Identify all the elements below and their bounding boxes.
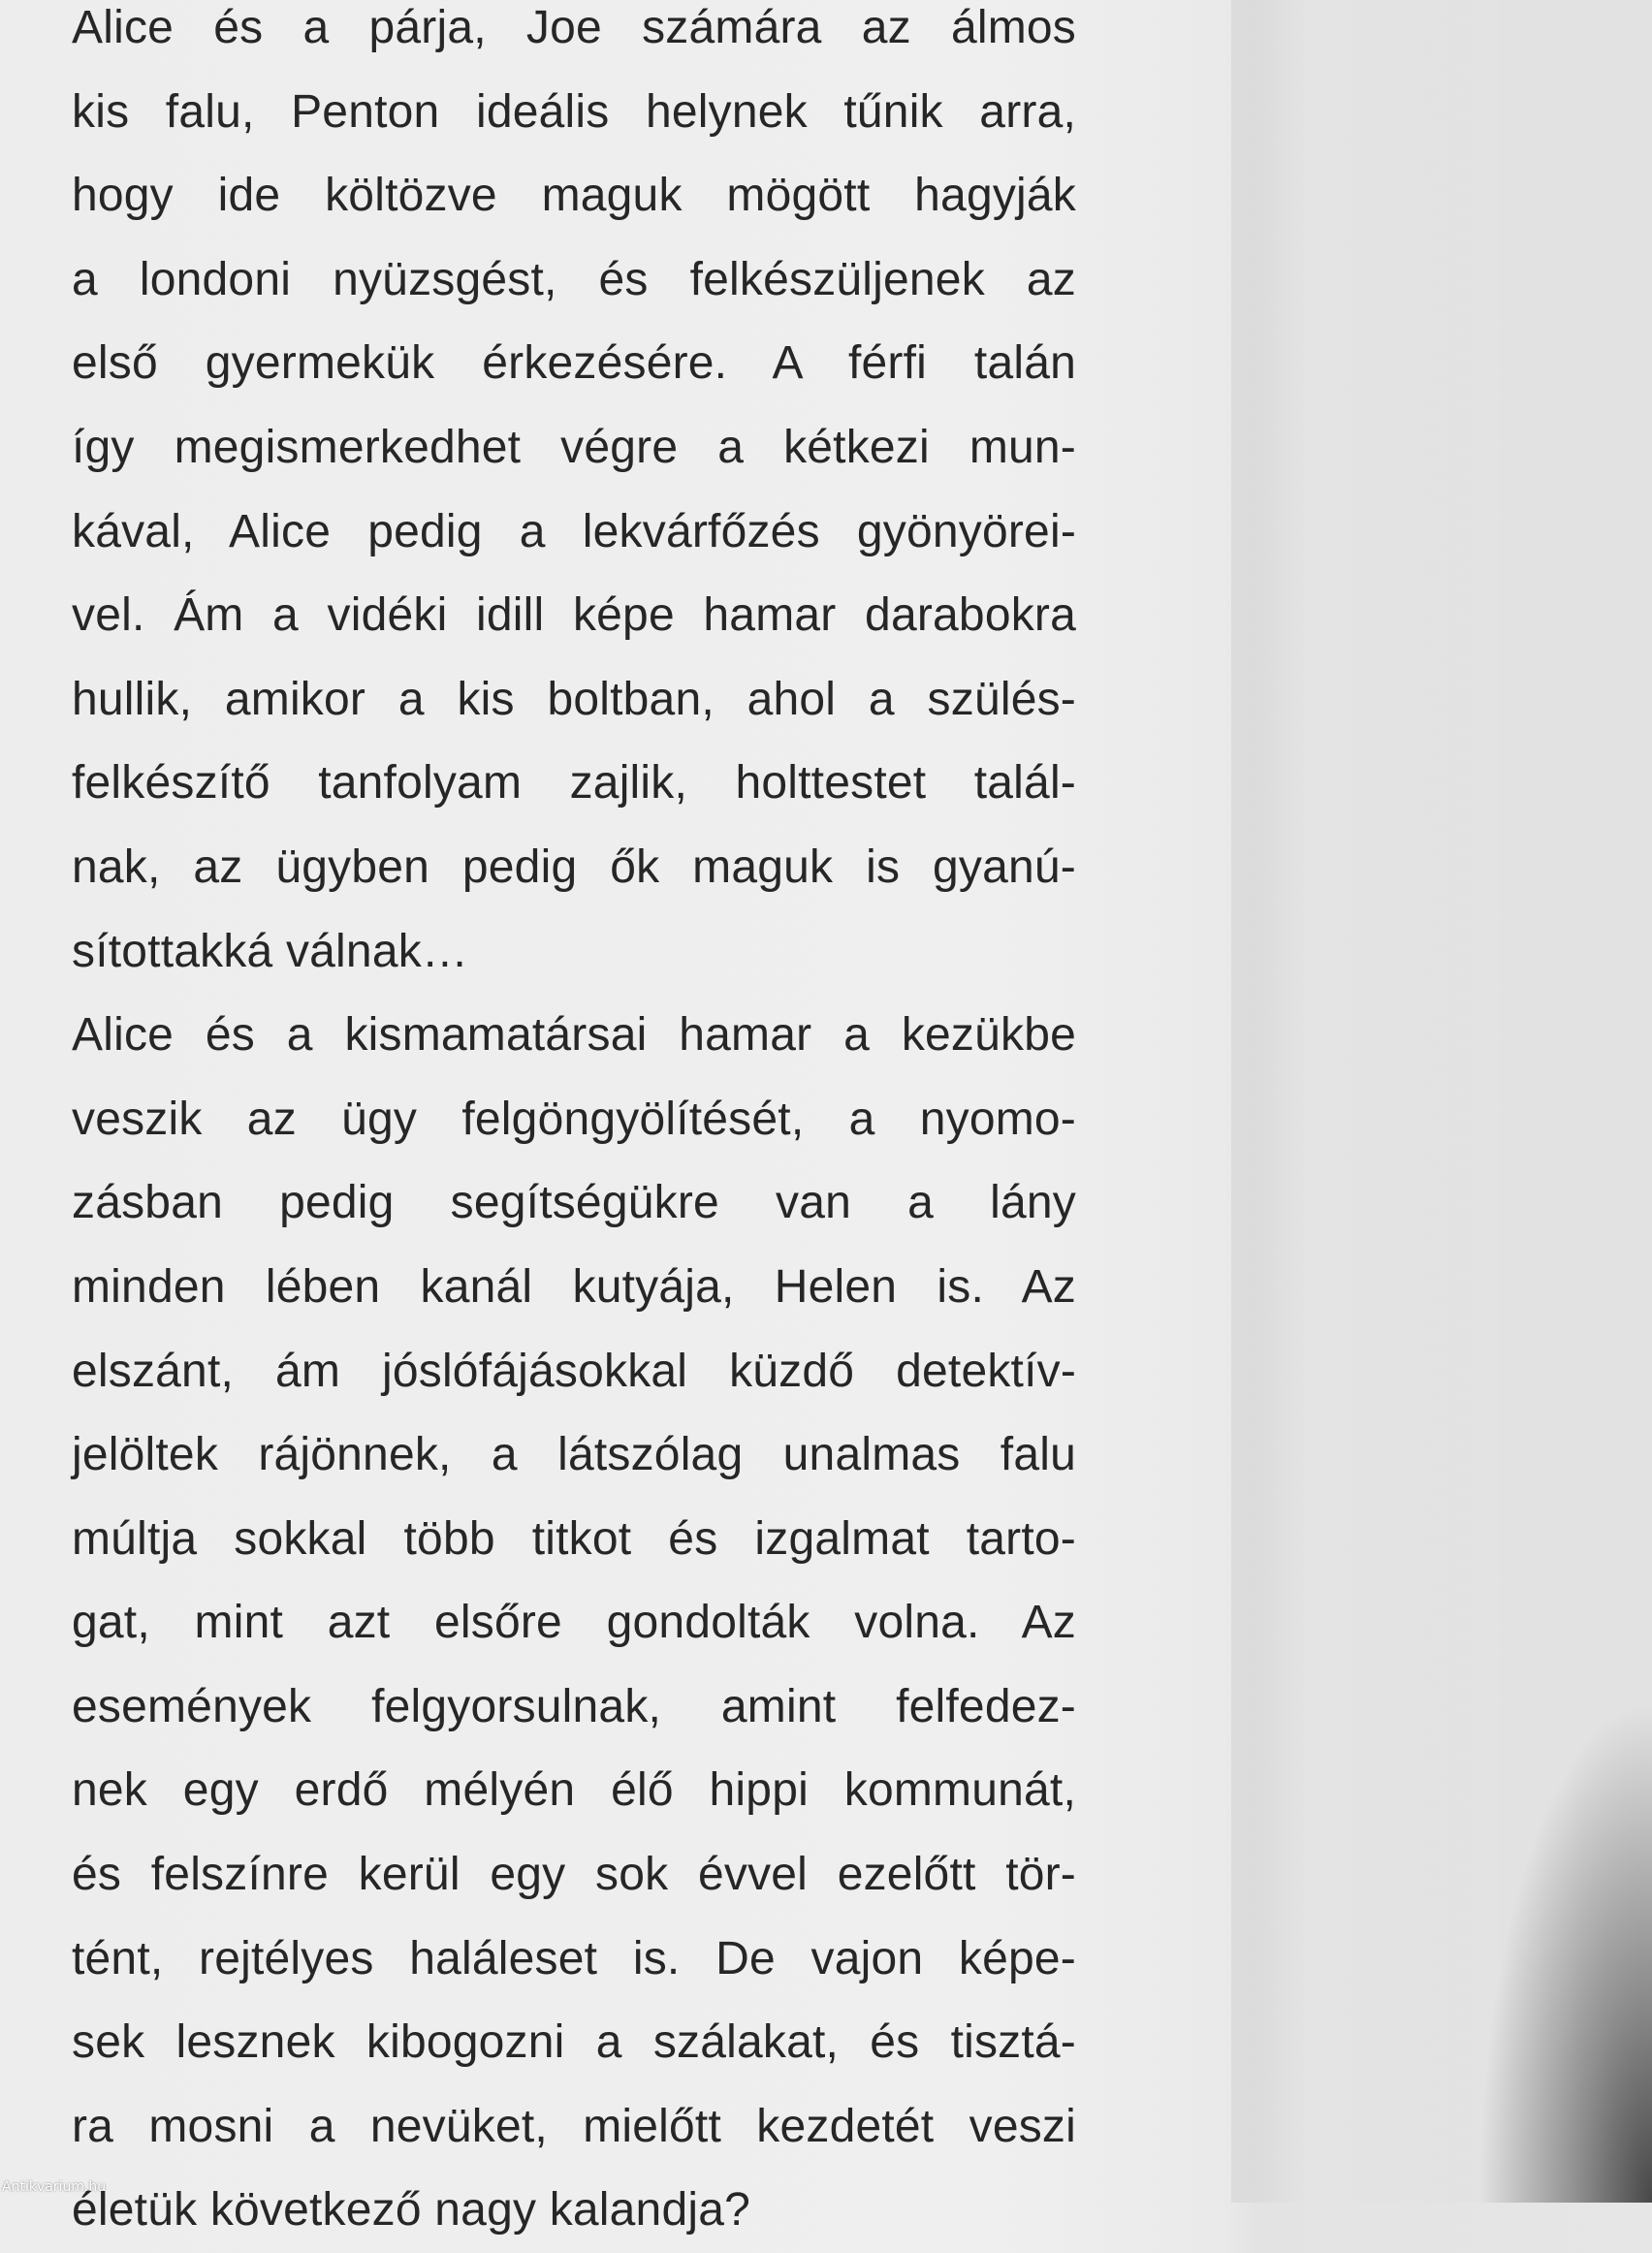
text-line: Alice és a párja, Joe számára az álmos (72, 2, 1076, 53)
text-line: életük következő nagy kalandja? (72, 2184, 750, 2237)
text-line: múltja sokkal több titkot és izgalmat tarto- (72, 1512, 1076, 1565)
text-line: felkészítő tanfolyam zajlik, holttestet talál- (72, 757, 1076, 809)
text-line: jelöltek rájönnek, a látszólag unalmas falu (72, 1429, 1076, 1481)
text-line: első gyermekük érkezésére. A férfi talán (72, 337, 1076, 390)
text-line: események felgyorsulnak, amint felfedez- (72, 1680, 1076, 1732)
corner-shadow (1477, 1698, 1652, 2203)
text-line: nek egy erdő mélyén élő hippi kommunát, (72, 1764, 1076, 1817)
paragraph-2 (72, 994, 1076, 2253)
text-line: gat, mint azt elsőre gondolták volna. Az (72, 1597, 1076, 1649)
back-cover-blurb (72, 0, 1076, 2253)
text-line: tént, rejtélyes haláleset is. De vajon képe- (72, 1932, 1076, 1984)
text-line: veszik az ügy felgöngyölítését, a nyomo- (72, 1093, 1076, 1145)
text-line: kis falu, Penton ideális helynek tűnik arra, (72, 85, 1076, 138)
text-line: hogy ide költözve maguk mögött hagyják (72, 170, 1076, 222)
text-line: kával, Alice pedig a lekvárfőzés gyönyörei- (72, 505, 1076, 557)
text-line: és felszínre kerül egy sok évvel ezelőtt tör- (72, 1849, 1076, 1901)
text-line: így megismerkedhet végre a kétkezi mun- (72, 421, 1076, 473)
text-line: hullik, amikor a kis boltban, ahol a szülés- (72, 673, 1076, 725)
text-line: ra mosni a nevüket, mielőtt kezdetét veszi (72, 2100, 1076, 2152)
paragraph-1 (72, 0, 1076, 994)
text-line: vel. Ám a vidéki idill képe hamar darabokra (72, 589, 1076, 642)
text-line: sek lesznek kibogozni a szálakat, és tisztá- (72, 2016, 1076, 2069)
text-line: sítottakká válnak… (72, 925, 469, 977)
text-line: a londoni nyüzsgést, és felkészüljenek az (72, 253, 1076, 305)
text-line: minden lében kanál kutyája, Helen is. Az (72, 1260, 1076, 1313)
text-line: elszánt, ám jóslófájásokkal küzdő detektív- (72, 1345, 1076, 1397)
watermark: Antikvarium.hu (2, 2179, 107, 2195)
text-line: zásban pedig segítségükre van a lány (72, 1177, 1076, 1229)
text-line: Alice és a kismamatársai hamar a kezükbe (72, 1009, 1076, 1062)
text-line: nak, az ügyben pedig ők maguk is gyanú- (72, 841, 1076, 893)
